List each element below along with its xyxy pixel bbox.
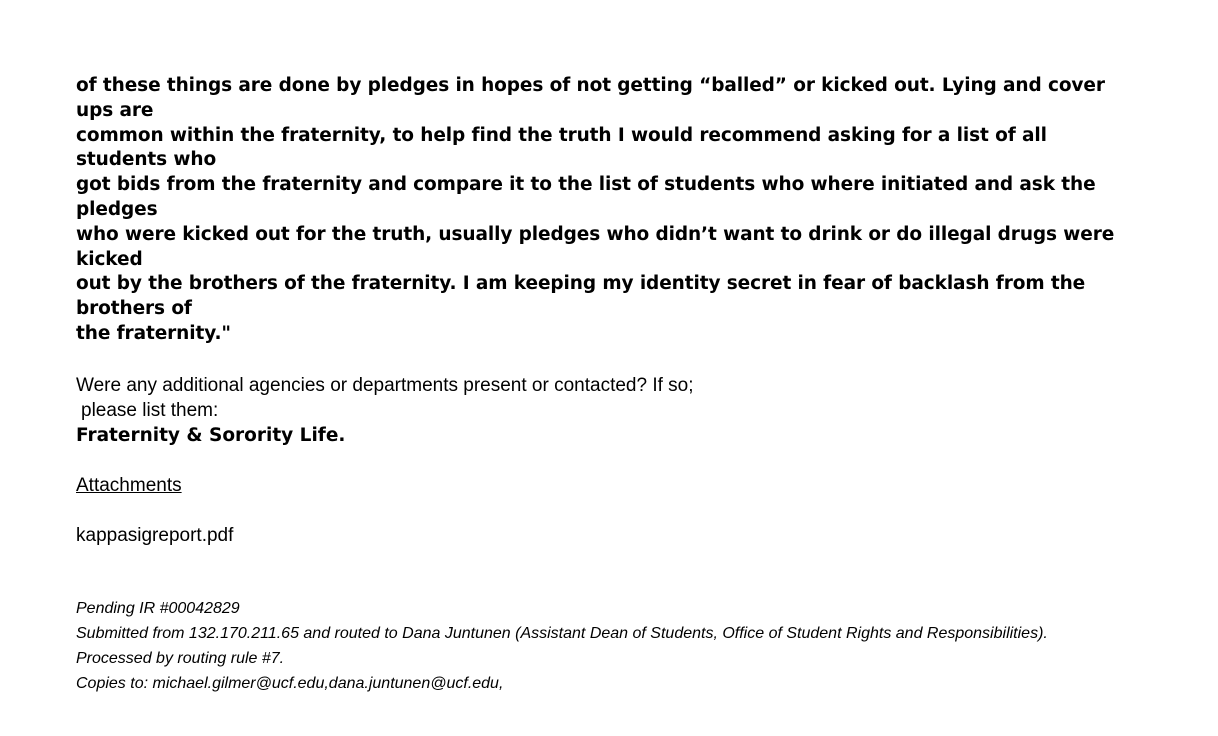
narrative-line: common within the fraternity, to help find the truth I would recommend asking for a list of all students who [76, 124, 1047, 171]
attachment-file-link[interactable]: kappasigreport.pdf [76, 524, 234, 546]
report-page [76, 74, 1126, 696]
agencies-question [76, 373, 1126, 423]
agencies-question-line2: please list them: [81, 399, 219, 421]
narrative-line: out by the brothers of the fraternity. I am keeping my identity secret in fear of backlash from the brothers of [76, 273, 1086, 320]
routing-rule-info: Processed by routing rule #7. [76, 649, 285, 667]
attachments-heading: Attachments [76, 474, 182, 496]
narrative-line: the fraternity." [76, 322, 231, 344]
report-footer [76, 596, 1126, 696]
agencies-question-line1: Were any additional agencies or departments present or contacted? If so; [76, 374, 694, 396]
narrative-line: got bids from the fraternity and compare it to the list of students who where initiated and ask the pledges [76, 174, 1096, 220]
narrative-line: of these things are done by pledges in hopes of not getting “balled” or kicked out. Lying and cover ups are [76, 75, 1105, 121]
agencies-answer: Fraternity & Sorority Life. [76, 424, 346, 446]
narrative-line: who were kicked out for the truth, usually pledges who didn’t want to drink or do illegal drugs were kicked [76, 223, 1115, 270]
pending-ir-number: Pending IR #00042829 [76, 599, 240, 617]
submission-routing-info: Submitted from 132.170.211.65 and routed to Dana Juntunen (Assistant Dean of Students, Office of Student Rights and Responsibilities). [76, 624, 1048, 642]
narrative-statement [76, 74, 1126, 347]
copies-recipients: Copies to: michael.gilmer@ucf.edu,dana.juntunen@ucf.edu, [76, 674, 504, 692]
